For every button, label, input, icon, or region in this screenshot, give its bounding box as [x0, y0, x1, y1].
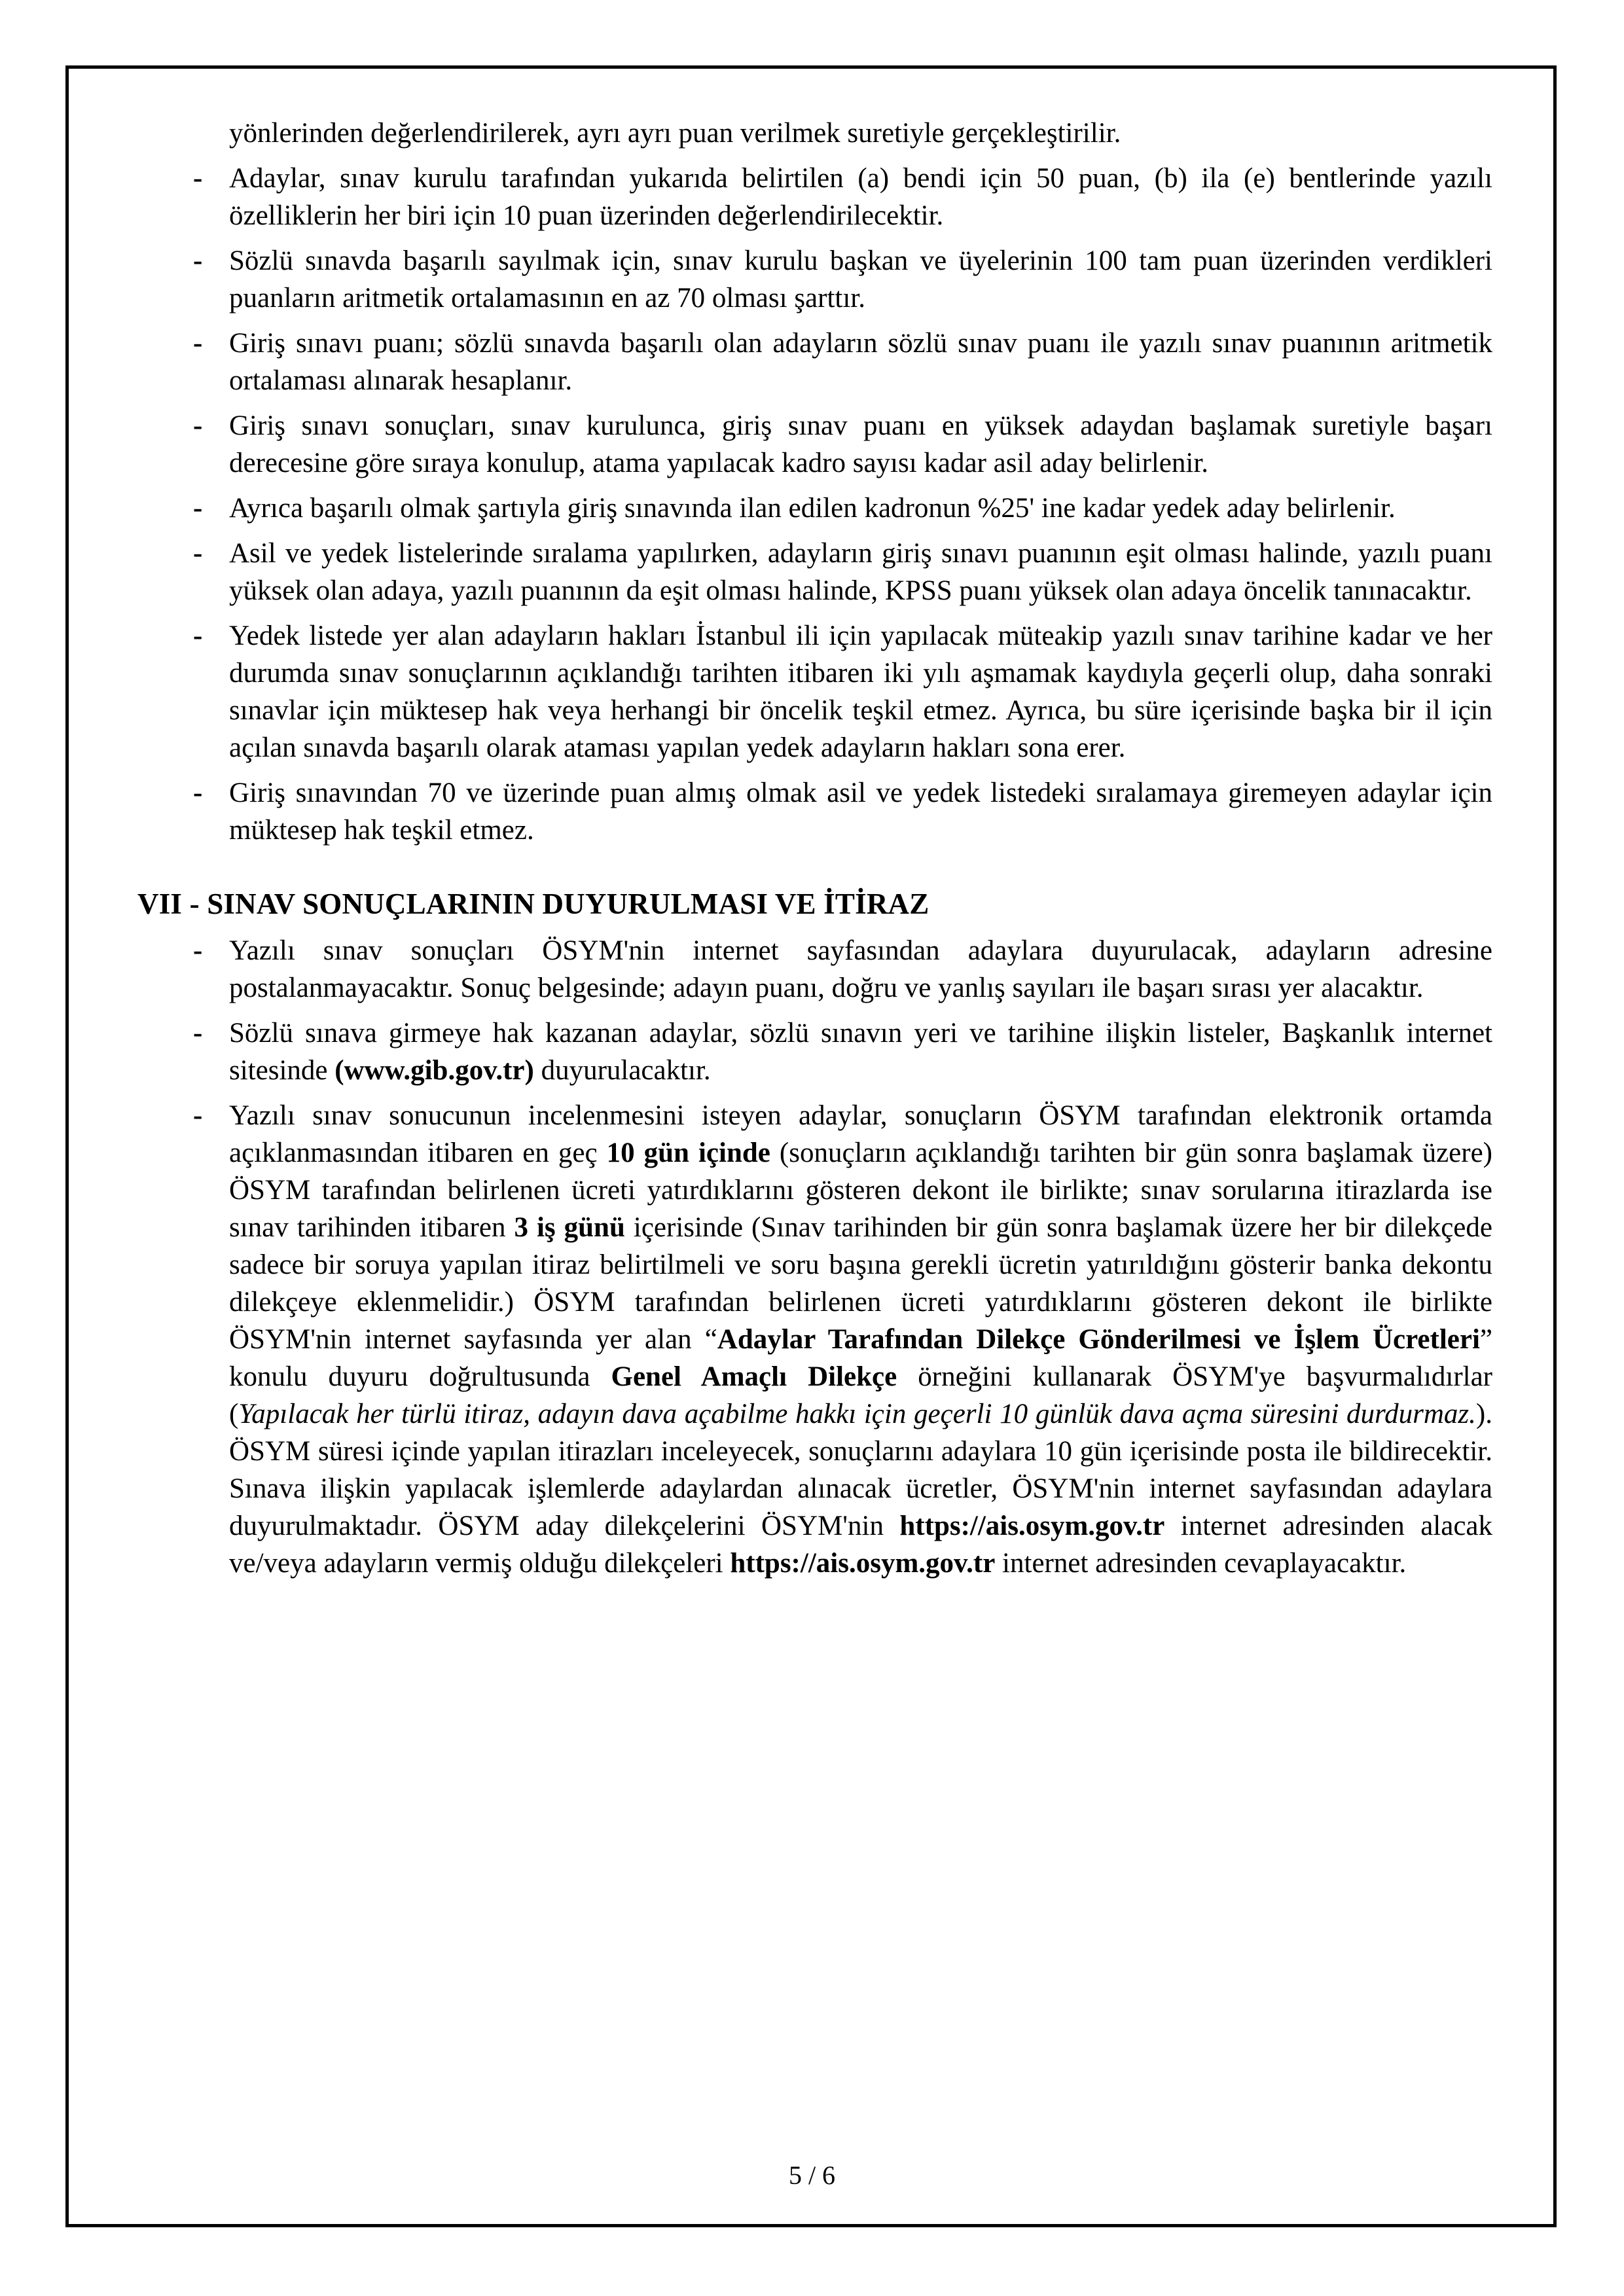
bullet-dash-icon: -: [193, 163, 203, 194]
list-item-text: Giriş sınavı sonuçları, sınav kurulunca, giriş sınav puanı en yüksek adaydan başlamak suretiyle başarı derecesine göre sıraya konulup, atama yapılacak kadro sayısı kadar asil aday belirlenir.: [229, 410, 1492, 478]
bullet-dash-icon: -: [193, 493, 203, 524]
list-item: [137, 160, 1492, 234]
list-item: [137, 325, 1492, 399]
list-item-text-part: örneğini kullanarak ÖSYM'ye başvurmalıdırlar (: [229, 1361, 1492, 1429]
list-item: [137, 1014, 1492, 1089]
list-item: [137, 535, 1492, 609]
list-item-text: Giriş sınavı puanı; sözlü sınavda başarılı olan adayların sözlü sınav puanı ile yazılı sınav puanının aritmetik ortalaması alınarak hesaplanır.: [229, 328, 1492, 396]
list-item-text-part: içerisinde (Sınav tarihinden bir gün sonra başlamak üzere her bir dilekçede sadece bir soruya yapılan itiraz belirtilmeli ve soru başına gerekli ücretin yatırıldığını gösterir banka dekontu dilekçeye eklenmelidir.) ÖSYM tarafından belirlenen ücreti yatırdıklarını gösteren dekont ile birlikte ÖSYM'nin internet sayfasında yer alan “: [229, 1212, 1492, 1355]
list-item-text-part: (sonuçların açıklandığı tarihten bir gün sonra başlamak üzere) ÖSYM tarafından belirlenen ücreti yatırdıklarını gösteren dekont ile birlikte; sınav sorularına itirazlarda ise sınav tarihinden itibaren: [229, 1138, 1492, 1243]
gib-website-link[interactable]: (www.gib.gov.tr): [334, 1055, 534, 1086]
list-item: [137, 490, 1492, 527]
criteria-bullet-list: [137, 160, 1492, 849]
list-item-text: Asil ve yedek listelerinde sıralama yapılırken, adayların giriş sınavı puanının eşit olması halinde, yazılı puanı yüksek olan adaya, yazılı puanının da eşit olması halinde, KPSS puanı yüksek olan adaya öncelik tanınacaktır.: [229, 538, 1492, 606]
list-item-text-part: Sözlü sınava girmeye hak kazanan adaylar, sözlü sınavın yeri ve tarihine ilişkin listeler, Başkanlık internet sitesinde: [229, 1018, 1492, 1086]
ais-osym-link-1[interactable]: https://ais.osym.gov.tr: [899, 1511, 1165, 1541]
bullet-dash-icon: -: [193, 620, 203, 651]
list-item: [137, 1097, 1492, 1582]
list-item-text: Giriş sınavından 70 ve üzerinde puan almış olmak asil ve yedek listedeki sıralamaya giremeyen adaylar için müktesep hak teşkil etmez.: [229, 778, 1492, 846]
list-item-text-part: ). ÖSYM süresi içinde yapılan itirazları inceleyecek, sonuçlarını adaylara 10 gün içerisinde posta ile bildirecektir. Sınava ilişkin yapılacak işlemlerde adaylardan alınacak ücretler, ÖSYM'nin internet sayfasından adaylara duyurulmaktadır. ÖSYM aday dilekçelerini ÖSYM'nin: [229, 1399, 1492, 1541]
page-number-footer: 5 / 6: [788, 2161, 836, 2190]
list-item-text: Ayrıca başarılı olmak şartıyla giriş sınavında ilan edilen kadronun %25' ine kadar yedek aday belirlenir.: [229, 493, 1396, 524]
deadline-three-workdays: 3 iş günü: [514, 1212, 625, 1243]
list-item: [137, 617, 1492, 766]
list-item-text-part: internet adresinden alacak ve/veya adayların vermiş olduğu dilekçeleri: [229, 1511, 1492, 1579]
bullet-dash-icon: -: [193, 935, 203, 966]
list-item-text: Yedek listede yer alan adayların hakları İstanbul ili için yapılacak müteakip yazılı sınav tarihine kadar ve her durumda sınav sonuçlarının açıklandığı tarihten itibaren iki yılı aşmamak kaydıyla geçerli olup, daha sonraki sınavlar için müktesep hak veya herhangi bir öncelik teşkil etmez. Ayrıca, bu süre içerisinde başka bir il için açılan sınavda başarılı olarak ataması yapılan yedek adayların hakları sona erer.: [229, 620, 1492, 763]
bullet-dash-icon: -: [193, 328, 203, 359]
ais-osym-link-2[interactable]: https://ais.osym.gov.tr: [730, 1548, 996, 1579]
list-item-text-part: Yazılı sınav sonucunun incelenmesini isteyen adaylar, sonuçların ÖSYM tarafından elektronik ortamda açıklanmasından itibaren en geç: [229, 1100, 1492, 1168]
list-item-text-part: internet adresinden cevaplayacaktır.: [995, 1548, 1407, 1579]
list-item: [137, 774, 1492, 849]
list-item: [137, 242, 1492, 317]
bullet-dash-icon: -: [193, 410, 203, 441]
list-item-text-part: duyurulacaktır.: [533, 1055, 711, 1086]
section-heading: VII - SINAV SONUÇLARININ DUYURULMASI VE İTİRAZ: [137, 888, 929, 920]
bullet-dash-icon: -: [193, 245, 203, 276]
document-content: [137, 115, 1492, 1582]
list-item: [137, 932, 1492, 1007]
deadline-ten-days: 10 gün içinde: [606, 1138, 770, 1168]
bullet-dash-icon: -: [193, 778, 203, 808]
list-item: [137, 407, 1492, 482]
bullet-dash-icon: -: [193, 1100, 203, 1131]
list-item-text: Yazılı sınav sonuçları ÖSYM'nin internet sayfasından adaylara duyurulacak, adayların adresine postalanmayacaktır. Sonuç belgesinde; adayın puanı, doğru ve yanlış sayıları ile başarı sırası yer alacaktır.: [229, 935, 1492, 1003]
list-item-text-part: ” konulu duyuru doğrultusunda: [229, 1324, 1492, 1392]
list-item-text: Adaylar, sınav kurulu tarafından yukarıda belirtilen (a) bendi için 50 puan, (b) ila (e) bentlerinde yazılı özelliklerin her biri için 10 puan üzerinden değerlendirilecektir.: [229, 163, 1492, 231]
petition-form-name: Genel Amaçlı Dilekçe: [611, 1361, 897, 1392]
legal-notice-italic: Yapılacak her türlü itiraz, adayın dava açabilme hakkı için geçerli 10 günlük dava açma süresini durdurmaz.: [238, 1399, 1476, 1429]
results-bullet-list: [137, 932, 1492, 1582]
bullet-dash-icon: -: [193, 538, 203, 569]
announcement-title: Adaylar Tarafından Dilekçe Gönderilmesi ve İşlem Ücretleri: [717, 1324, 1480, 1355]
list-item-text: Sözlü sınavda başarılı sayılmak için, sınav kurulu başkan ve üyelerinin 100 tam puan üzerinden verdikleri puanların aritmetik ortalamasının en az 70 olması şarttır.: [229, 245, 1492, 314]
lead-paragraph: yönlerinden değerlendirilerek, ayrı ayrı puan verilmek suretiyle gerçekleştirilir.: [229, 118, 1121, 149]
bullet-dash-icon: -: [193, 1018, 203, 1049]
